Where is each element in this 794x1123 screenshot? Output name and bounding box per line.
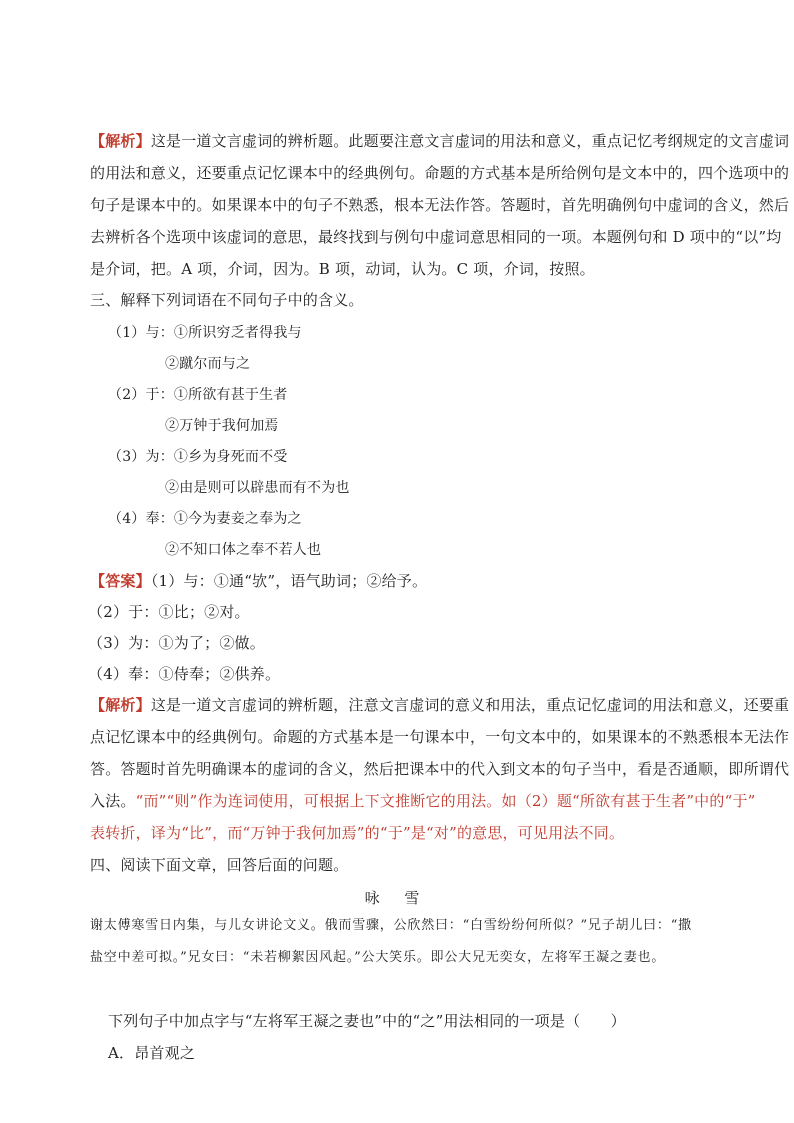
analysis1-line2: 的用法和意义，还要重点记忆课本中的经典例句。命题的方式基本是所给例句是文本中的，四个选项中的 <box>90 164 790 182</box>
passage-title: 咏 雪 <box>364 889 430 907</box>
red-note: “而”“则”作为连词使用，可根据上下文推断它的用法。 <box>135 792 502 810</box>
analysis1-line4: 去辨析各个选项中该虚词的意思，最终找到与例句中虚词意思相同的一项。本题例句和 D 项中的“以”均 <box>90 228 782 246</box>
analysis1-line1: 【解析】这是一道文言虚词的辨析题。此题要注意文言虚词的用法和意义，重点记忆考纲规定的文言虚词 <box>90 132 790 150</box>
item1-line-a: （1）与：①所识穷乏者得我与 <box>108 325 302 341</box>
analysis2-line3: 答。答题时首先明确课本的虚词的含义，然后把课本中的代入到文本的句子当中，看是否通顺，即所谓代 <box>90 760 790 778</box>
item1-line-b: ②蹴尔而与之 <box>165 356 251 372</box>
item2-line-a: （2）于：①所欲有甚于生者 <box>108 387 288 403</box>
item3-line-b: ②由是则可以辟患而有不为也 <box>165 480 350 496</box>
section3-heading: 三、解释下列词语在不同句子中的含义。 <box>90 291 364 309</box>
analysis2-line5: 表转折，译为“比”，而“万钟于我何加焉”的“于”是“对”的意思，可见用法不同。 <box>90 824 625 842</box>
answer-line1: 【答案】（1）与：①通“欤”，语气助词；②给予。 <box>90 572 428 590</box>
analysis2-line1: 【解析】这是一道文言虚词的辨析题，注意文言虚词的意义和用法，重点记忆虚词的用法和意义，还要重 <box>90 696 790 714</box>
answer-line4: （4）奉：①侍奉；②供养。 <box>88 665 281 683</box>
analysis-tag: 【解析】 <box>90 132 151 150</box>
passage-line2: 盐空中差可拟。”兄女曰：“未若柳絮因风起。”公大笑乐。即公大兄无奕女，左将军王凝之妻也。 <box>90 950 666 965</box>
analysis1-line5: 是介词，把。A 项，介词，因为。B 项，动词，认为。C 项，介词，按照。 <box>90 260 595 278</box>
item3-line-a: （3）为：①乡为身死而不受 <box>108 449 288 465</box>
analysis1-line3: 句子是课本中的。如果课本中的句子不熟悉，根本无法作答。答题时，首先明确例句中虚词的含义，然后 <box>90 196 790 214</box>
passage-line1: 谢太傅寒雪日内集，与儿女讲论文义。俄而雪骤，公欣然曰：“白雪纷纷何所似？”兄子胡儿曰：“撒 <box>90 918 692 933</box>
answer-line2: （2）于：①比；②对。 <box>88 603 250 621</box>
analysis2-line2: 点记忆课本中的经典例句。命题的方式基本是一句课本中，一句文本中的，如果课本的不熟悉根本无法作 <box>90 728 790 746</box>
question-text: 下列句子中加点字与“左将军王凝之妻也”中的“之”用法相同的一项是（ ） <box>108 1012 626 1030</box>
item4-line-b: ②不知口体之奉不若人也 <box>165 542 322 558</box>
option-a: A．昂首观之 <box>108 1044 196 1062</box>
item4-line-a: （4）奉：①今为妻妾之奉为之 <box>108 511 302 527</box>
analysis-tag: 【解析】 <box>90 696 151 714</box>
section4-heading: 四、阅读下面文章，回答后面的问题。 <box>90 856 349 874</box>
item2-line-b: ②万钟于我何加焉 <box>165 418 279 434</box>
analysis2-line4: 入法。“而”“则”作为连词使用，可根据上下文推断它的用法。如（2）题“所欲有甚于生者”中的“于” <box>90 792 756 810</box>
answer-line3: （3）为：①为了；②做。 <box>88 634 265 652</box>
answer-tag: 【答案】 <box>90 572 151 590</box>
